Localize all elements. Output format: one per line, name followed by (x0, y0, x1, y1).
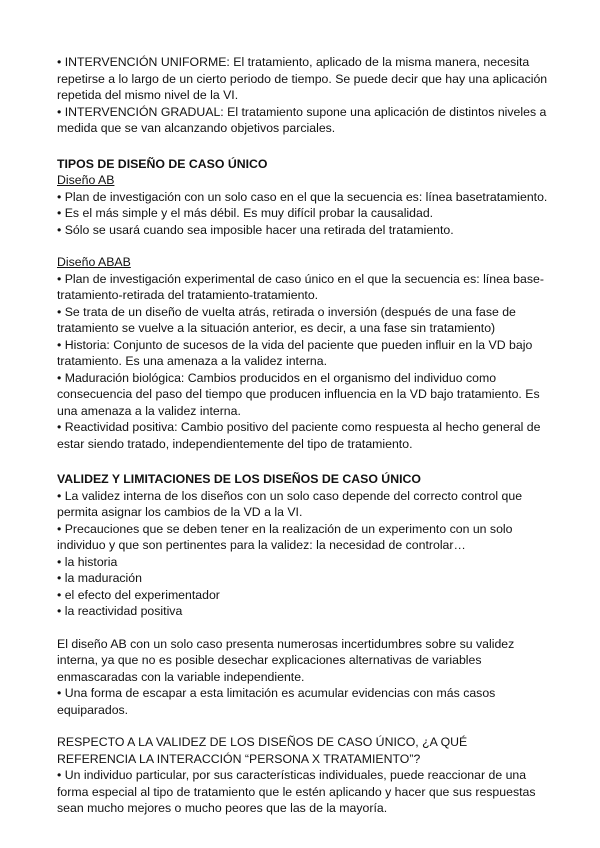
validez-item: • el efecto del experimentador (57, 587, 220, 602)
validez-heading: VALIDEZ Y LIMITACIONES DE LOS DISEÑOS DE CASO ÚNICO (57, 472, 421, 486)
diseno-ab-item: • Es el más simple y el más débil. Es muy difícil probar la causalidad. (57, 206, 434, 220)
diseno-abab-item: • Reactividad positiva: Cambio positivo del paciente como respuesta al hecho general de estar siendo tratado, independientemente del tipo de tratamiento. (57, 420, 541, 451)
diseno-abab-item: • Se trata de un diseño de vuelta atrás, retirada o inversión (después de una fase de tratamiento se vuelve a la situación anterior, es decir, a una fase sin tratamiento) (57, 304, 516, 335)
diseno-ab-title: Diseño AB (57, 173, 115, 187)
diseno-ab-item: • Sólo se usará cuando sea imposible hacer una retirada del tratamiento. (57, 222, 454, 237)
validez-item: • La validez interna de los diseños con un solo caso depende del correcto control que permita asignar los cambios de la VD a la VI. (57, 488, 523, 519)
validez-item: • la reactividad positiva (57, 604, 183, 618)
validez-paragraph-item: • Una forma de escapar a esta limitación es acumular evidencias con más casos equiparados. (57, 686, 496, 717)
diseno-abab-title: Diseño ABAB (57, 255, 131, 269)
diseno-abab-item: • Plan de investigación experimental de caso único en el que la secuencia es: línea base-tratamiento-retirada del tratamiento-tratamiento. (57, 271, 544, 302)
diseno-ab-item: • Plan de investigación con un solo caso en el que la secuencia es: línea basetratamiento. (57, 189, 548, 204)
tipos-heading: TIPOS DE DISEÑO DE CASO ÚNICO (57, 156, 268, 171)
intervention-gradual: • INTERVENCIÓN GRADUAL: El tratamiento supone una aplicación de distintos niveles a medida que se van alcanzando objetivos parciales. (57, 104, 547, 135)
diseno-abab-item: • Maduración biológica: Cambios producidos en el organismo del individuo como consecuencia del paso del tiempo que producen influencia en la VD bajo tratamiento. Es una amenaza a la validez interna. (57, 370, 540, 418)
intervention-uniforme: • INTERVENCIÓN UNIFORME: El tratamiento, aplicado de la misma manera, necesita repetirse a lo largo de un cierto periodo de tiempo. Se puede decir que hay una aplicación repetida del mismo nivel de la VI. (57, 55, 548, 102)
validez-item: • la maduración (57, 571, 142, 585)
validez-item: • Precauciones que se deben tener en la realización de un experimento con un solo individuo y que son pertinentes para la validez: la necesidad de controlar… (57, 521, 513, 552)
respecto-item: • Un individuo particular, por sus características individuales, puede reaccionar de una forma especial al tipo de tratamiento que le estén aplicando y hacer que sus respuestas sean mucho mejores o mucho peores que las de la mayoría. (57, 768, 536, 815)
validez-item: • la historia (57, 554, 118, 569)
respecto-heading: RESPECTO A LA VALIDEZ DE LOS DISEÑOS DE CASO ÚNICO, ¿A QUÉ REFERENCIA LA INTERACCIÓN “PERSONA X TRATAMIENTO”? (57, 735, 468, 766)
diseno-abab-item: • Historia: Conjunto de sucesos de la vida del paciente que pueden influir en la VD bajo tratamiento. Es una amenaza a la validez interna. (57, 337, 533, 368)
validez-paragraph: El diseño AB con un solo caso presenta numerosas incertidumbres sobre su validez interna, ya que no es posible desechar explicaciones alternativas de variables enmascaradas con la variable independiente. (57, 636, 515, 684)
